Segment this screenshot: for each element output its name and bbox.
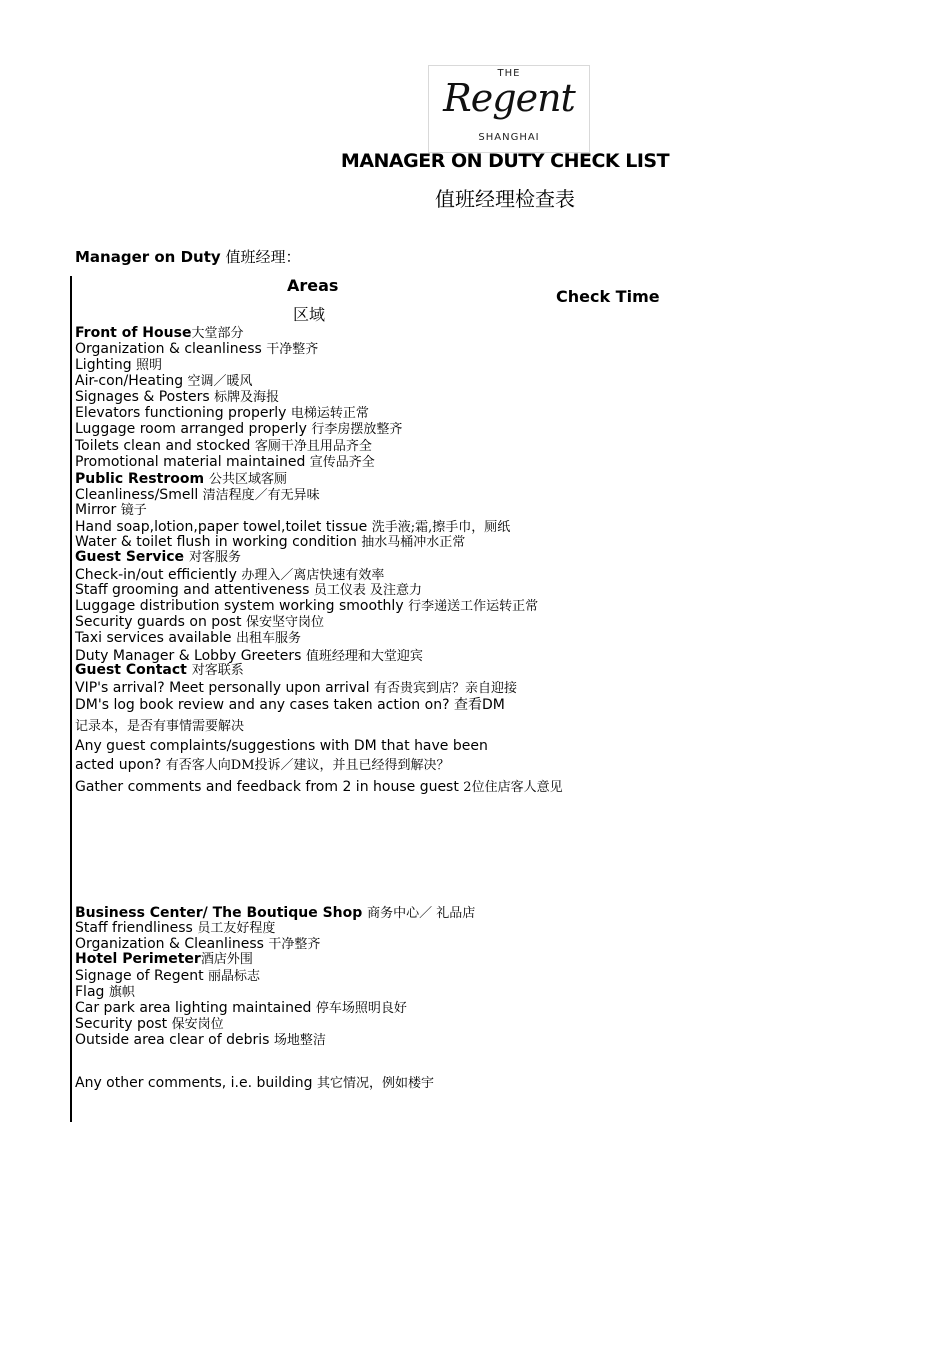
list-item: 记录本，是否有事情需要解决	[75, 719, 245, 734]
list-item: Cleanliness/Smell 清洁程度／有无异味	[75, 487, 320, 503]
section-public-restroom: Public Restroom 公共区域客厕	[75, 471, 287, 487]
list-item: Signages & Posters 标牌及海报	[75, 389, 280, 405]
regent-logo	[428, 65, 590, 153]
list-item: Duty Manager & Lobby Greeters 值班经理和大堂迎宾	[75, 648, 423, 664]
manager-label-en: Manager on Duty	[75, 248, 221, 266]
list-item: Staff grooming and attentiveness 员工仪表 及注意力	[75, 582, 423, 598]
list-item: Elevators functioning properly 电梯运转正常	[75, 405, 369, 421]
list-item: Water & toilet flush in working condition 抽水马桶冲水正常	[75, 534, 466, 550]
list-item: Security post 保安岗位	[75, 1016, 224, 1032]
list-item: Organization & Cleanliness 干净整齐	[75, 936, 321, 952]
list-item: Taxi services available 出租车服务	[75, 630, 301, 646]
list-item: DM's log book review and any cases taken action on? 查看DM	[75, 697, 505, 713]
section-front-of-house: Front of House大堂部分	[75, 325, 244, 341]
list-item: Car park area lighting maintained 停车场照明良好	[75, 1000, 407, 1016]
list-item: Any guest complaints/suggestions with DM that have been	[75, 738, 488, 754]
logo-regent: Regent	[443, 76, 575, 120]
list-item: Promotional material maintained 宣传品齐全	[75, 454, 375, 470]
manager-on-duty-label	[75, 246, 300, 267]
list-item: Toilets clean and stocked 客厕干净且用品齐全	[75, 438, 372, 454]
list-item: Luggage distribution system working smoothly 行李递送工作运转正常	[75, 598, 539, 614]
check-time-header: Check Time	[556, 287, 660, 306]
list-item: Air-con/Heating 空调／暖风	[75, 373, 253, 389]
list-item: Staff friendliness 员工友好程度	[75, 920, 276, 936]
manager-label-zh: 值班经理：	[225, 248, 301, 266]
list-item: Gather comments and feedback from 2 in house guest 2位住店客人意见	[75, 779, 563, 795]
list-item: Luggage room arranged properly 行李房摆放整齐	[75, 421, 403, 437]
page-title-zh: 值班经理检查表	[435, 187, 575, 211]
logo-city: SHANGHAI	[478, 132, 540, 143]
section-hotel-perimeter: Hotel Perimeter酒店外围	[75, 951, 253, 967]
list-item: Security guards on post 保安坚守岗位	[75, 614, 325, 630]
list-item: VIP's arrival? Meet personally upon arrival 有否贵宾到店？亲自迎接	[75, 680, 518, 696]
list-item: Flag 旗帜	[75, 984, 135, 1000]
page-title: MANAGER ON DUTY CHECK LIST	[340, 150, 670, 172]
list-item: Lighting 照明	[75, 357, 163, 373]
list-item: Mirror 镜子	[75, 502, 147, 518]
section-guest-service: Guest Service 对客服务	[75, 549, 241, 565]
list-item: Any other comments, i.e. building 其它情况，例如楼宇	[75, 1075, 435, 1091]
section-business-center: Business Center/ The Boutique Shop 商务中心／ 礼品店	[75, 905, 476, 921]
areas-header-zh: 区域	[293, 305, 326, 324]
list-item: acted upon? 有否客人向DM投诉／建议，并且已经得到解决？	[75, 757, 450, 773]
list-item: Signage of Regent 丽晶标志	[75, 968, 261, 984]
section-guest-contact: Guest Contact 对客联系	[75, 662, 244, 678]
logo-the: THE	[497, 68, 521, 79]
list-item: Hand soap,lotion,paper towel,toilet tissue 洗手液;霜,擦手巾，厕纸	[75, 519, 511, 535]
areas-header: Areas	[287, 276, 339, 295]
left-border-line	[70, 276, 72, 1122]
list-item: Outside area clear of debris 场地整洁	[75, 1032, 326, 1048]
list-item: Check-in/out efficiently 办理入／离店快速有效率	[75, 567, 385, 583]
list-item: Organization & cleanliness 干净整齐	[75, 341, 319, 357]
